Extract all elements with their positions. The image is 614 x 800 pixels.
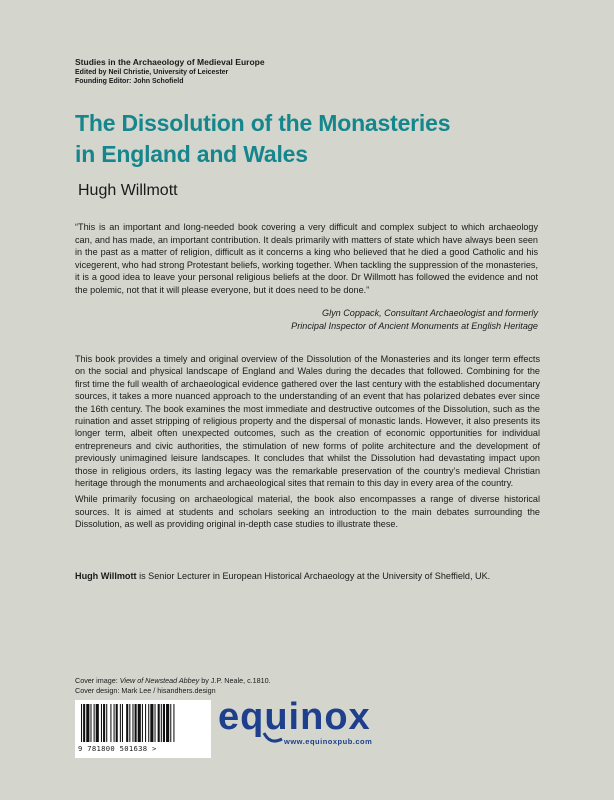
- attribution-line1: Glyn Coppack, Consultant Archaeologist and formerly: [322, 308, 538, 318]
- book-title: [75, 108, 545, 170]
- cover-credits: [75, 676, 271, 695]
- barcode-bar: [103, 704, 105, 742]
- series-title: Studies in the Archaeology of Medieval Europe: [75, 57, 265, 67]
- cover-image-suffix: by J.P. Neale, c.1810.: [199, 676, 271, 685]
- barcode-bar: [114, 704, 115, 742]
- endorsement-quote: “This is an important and long-needed book covering a very difficult and complex subject to which archaeology can, and has made, an important contribution. It deals primarily with matters of state which have always been seen in the past as a matter of religion, difficult as it concerns a king who believed that he died a good Catholic and his vicegerent, who had strong Protestant beliefs, working together. When tackling the suppression of the monasteries, it is a good idea to leave your personal religious beliefs at the door. Dr Willmott has followed the evidence and not the polemic, not that it will please everyone, but it does need to be done.”: [75, 222, 538, 295]
- barcode-bar: [155, 704, 156, 742]
- barcode-bar: [166, 704, 169, 742]
- barcode-bar: [150, 704, 153, 742]
- barcode-bars: [81, 704, 205, 744]
- blurb-paragraph-2: While primarily focusing on archaeological material, the book also encompasses a range of diverse historical sources. It is aimed at students and scholars seeking an introduction to the main debates surrounding the Dissolution, as well as providing original in-depth case studies to illustrate these.: [75, 494, 540, 530]
- bio-author-name: Hugh Willmott: [75, 571, 137, 581]
- isbn-number: 9 781800 501638 >: [78, 744, 157, 753]
- logo-swoosh-icon: [262, 731, 284, 747]
- blurb-paragraph-1: This book provides a timely and original overview of the Dissolution of the Monasteries and its longer term effects on the social and physical landscape of England and Wales during the decades that followed. Combining for the first time the full wealth of archaeological evidence gathered over the last century with the established documentary sources, it takes a more nuanced approach to the understanding of an event that has polarized debates ever since the 16th century. The book examines the most immediate and destructive outcomes of the Dissolution, such as the ruination and asset stripping of religious property and the dispersal of monastic lands. However, it also presents its longer term, albeit often unexpected outcomes, such as the creation of economic opportunities for individual entrepreneurs and civic authorities, the stimulation of new forms of polite architecture and the development of previously unimagined leisure landscapes. It concludes that whilst the Dissolution had devastating impact upon those in religious orders, its lasting legacy was the remarkable preservation of the country’s medieval Christian heritage through the monuments and archaeological sites that remain to this day in every area of the country.: [75, 354, 540, 489]
- barcode-bar: [161, 704, 162, 742]
- book-blurb: [75, 353, 540, 535]
- bio-text: is Senior Lecturer in European Historical Archaeology at the University of Sheffield, UK.: [136, 571, 491, 581]
- barcode-bar: [170, 704, 171, 742]
- barcode-bar: [81, 704, 82, 742]
- barcode-bar: [96, 704, 99, 742]
- attribution-line2: Principal Inspector of Ancient Monuments at English Heritage: [291, 320, 538, 331]
- publisher-name: equinox: [218, 696, 371, 738]
- barcode-bar: [173, 704, 174, 742]
- cover-image-title: View of Newstead Abbey: [119, 676, 200, 685]
- barcode-bar: [94, 704, 95, 742]
- cover-image-prefix: Cover image:: [75, 676, 120, 685]
- endorsement-attribution: [138, 307, 538, 332]
- barcode-bar: [158, 704, 160, 742]
- series-info: [75, 57, 545, 86]
- publisher-url: www.equinoxpub.com: [284, 737, 373, 746]
- barcode-bar: [142, 704, 143, 742]
- barcode-bar: [120, 704, 121, 742]
- book-author: Hugh Willmott: [78, 182, 178, 199]
- barcode-bar: [86, 704, 89, 742]
- barcode-bar: [116, 704, 118, 742]
- publisher-logo: [218, 695, 388, 755]
- cover-image-credit: [75, 676, 271, 686]
- series-editor: Edited by Neil Christie, University of Leicester: [75, 69, 229, 76]
- barcode-bar: [126, 704, 128, 742]
- book-title-line1: The Dissolution of the Monasteries: [75, 110, 451, 136]
- barcode-bar: [83, 704, 85, 742]
- book-title-line2: in England and Wales: [75, 141, 308, 167]
- barcode-bar: [163, 704, 165, 742]
- barcode-bar: [138, 704, 141, 742]
- author-bio: [75, 570, 540, 582]
- barcode-bar: [122, 704, 123, 742]
- barcode-bar: [101, 704, 102, 742]
- barcode-bar: [132, 704, 133, 742]
- barcode-bar: [145, 704, 146, 742]
- barcode-bar: [90, 704, 91, 742]
- series-founding-editor: Founding Editor: John Schofield: [75, 78, 184, 85]
- barcode-bar: [106, 704, 107, 742]
- barcode-bar: [135, 704, 137, 742]
- cover-design-credit: Cover design: Mark Lee / hisandhers.design: [75, 685, 216, 695]
- barcode-bar: [129, 704, 130, 742]
- isbn-barcode: [75, 700, 211, 758]
- barcode-bar: [148, 704, 149, 742]
- barcode-bar: [110, 704, 111, 742]
